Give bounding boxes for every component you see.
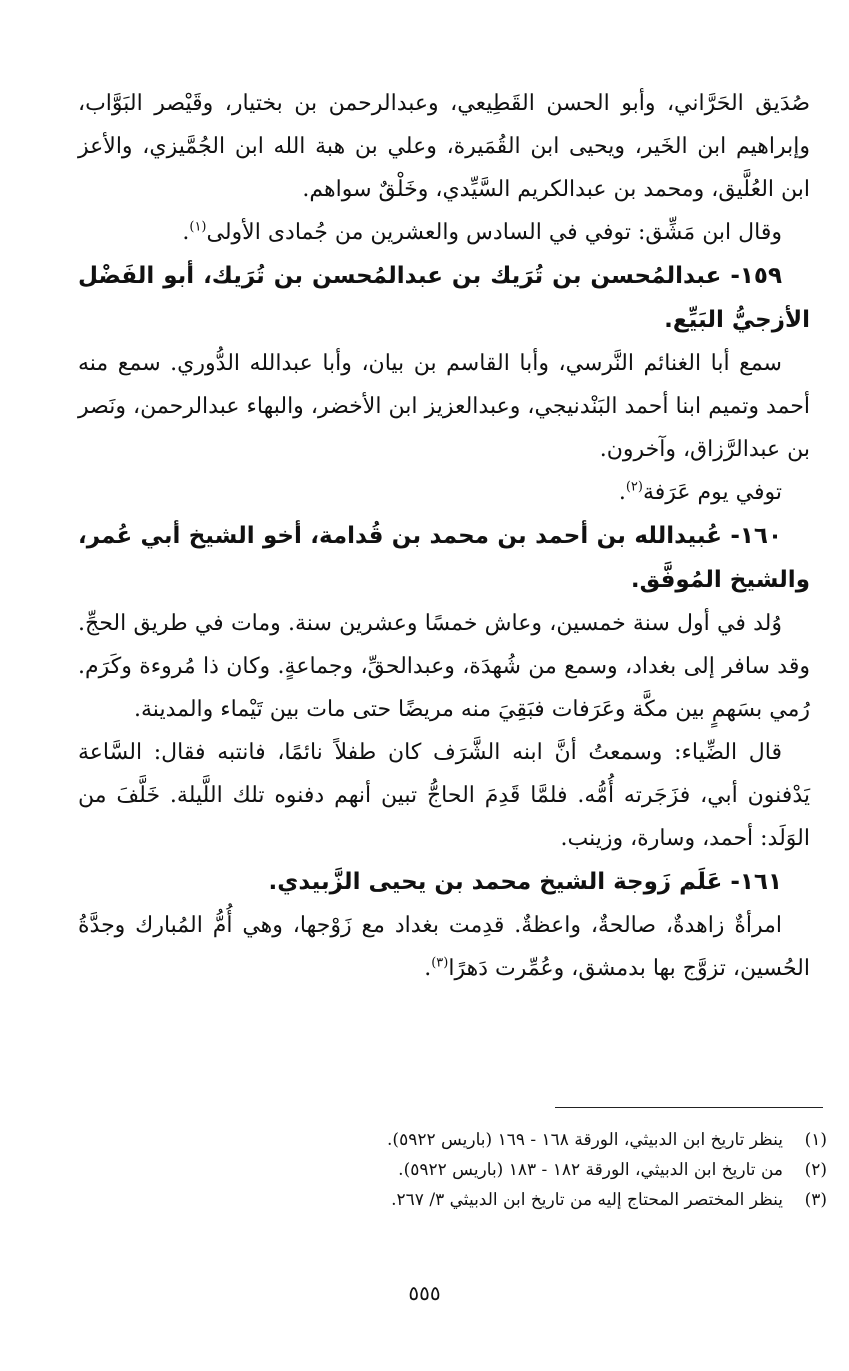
- paragraph-ibn-mashq-text: وقال ابن مَشِّق: توفي في السادس والعشرين من جُمادى الأولى: [206, 220, 782, 245]
- paragraph-161-bio-text: امرأةٌ زاهدةٌ، صالحةٌ، واعظةٌ. قدِمت بغداد مع زَوْجها، وهي أُمُّ المُبارك وجدَّةُ الحُسين، تزوَّج بها بدمشق، وعُمِّرت دَهرًا: [78, 913, 810, 981]
- page-number: ٥٥٥: [408, 1281, 441, 1305]
- footnote-ref-3[interactable]: (٣): [431, 955, 449, 971]
- footnote-1: [87, 1127, 827, 1153]
- footnote-3: [87, 1187, 827, 1213]
- footnote-2: [87, 1157, 827, 1183]
- paragraph-160-bio: وُلد في أول سنة خمسين، وعاش خمسًا وعشرين سنة. ومات في طريق الحجِّ. وقد سافر إلى بغداد، وسمع من شُهدَة، وعبدالحقِّ، وجماعةٍ. وكان ذا مُروءة وكَرَم. رُمي بسَهمٍ بين مكَّة وعَرَفات فبَقِيَ منه مريضًا حتى مات بين تَيْماء والمدينة.: [78, 611, 810, 722]
- paragraph-159-death: [78, 471, 810, 514]
- paragraph-160-dhiya: قال الضِّياء: وسمعتُ أنَّ ابنه الشَّرَف كان طفلاً نائمًا، فانتبه فقال: السَّاعة يَدْفنون أبي، فزَجَرته أُمُّه. فلمَّا قَدِمَ الحاجُّ تبين أنهم دفنوه تلك اللَّيلة. خَلَّفَ من الوَلَد: أحمد، وسارة، وزينب.: [78, 740, 810, 851]
- paragraph-161-bio: [78, 904, 810, 990]
- footnote-text: ينظر المختصر المحتاج إليه من تاريخ ابن الدبيثي ٣/ ٢٦٧.: [391, 1190, 783, 1210]
- page-body: [78, 82, 810, 990]
- period: .: [618, 480, 626, 505]
- paragraph-intro: صُدَيق الحَرَّاني، وأبو الحسن القَطِيعي، وعبدالرحمن بن بختيار، وقَيْصر البَوَّاب، وإبراهيم ابن الخَير، ويحيى ابن القُمَيرة، وعلي بن هبة الله ابن الجُمَّيزي، والأعز ابن العُلَّيق، ومحمد بن عبدالكريم السَّيِّدي، وخَلْقٌ سواهم.: [78, 91, 810, 202]
- footnote-number: (٢): [804, 1160, 827, 1180]
- entry-heading-160: ١٦٠- عُبيدالله بن أحمد بن محمد بن قُدامة، أخو الشيخ أبي عُمر، والشيخ المُوفَّق.: [78, 523, 810, 593]
- footnote-number: (١): [804, 1130, 827, 1150]
- footnote-separator: [555, 1107, 823, 1108]
- footnotes: [87, 1127, 827, 1217]
- footnote-ref-2[interactable]: (٢): [625, 479, 643, 495]
- period: .: [182, 220, 190, 245]
- footnote-number: (٣): [804, 1190, 827, 1210]
- entry-heading-159: ١٥٩- عبدالمُحسن بن تُرَيك بن عبدالمُحسن بن تُرَيك، أبو الفَضْل الأزجيُّ البَيِّع.: [78, 263, 810, 333]
- paragraph-159-teachers: سمع أبا الغنائم النَّرسي، وأبا القاسم بن بيان، وأبا عبدالله الدُّوري. سمع منه أحمد وتميم ابنا أحمد البَنْدنيجي، وعبدالعزيز ابن الأخضر، والبهاء عبدالرحمن، ونَصر بن عبدالرَّزاق، وآخرون.: [78, 351, 810, 462]
- footnote-text: ينظر تاريخ ابن الدبيثي، الورقة ١٦٨ - ١٦٩ (باريس ٥٩٢٢).: [387, 1130, 783, 1150]
- period: .: [424, 956, 432, 981]
- footnote-ref-1[interactable]: (١): [189, 219, 207, 235]
- paragraph-159-death-text: توفي يوم عَرَفة: [642, 480, 782, 505]
- paragraph-ibn-mashq: [78, 211, 810, 254]
- footnote-text: من تاريخ ابن الدبيثي، الورقة ١٨٢ - ١٨٣ (باريس ٥٩٢٢).: [398, 1160, 783, 1180]
- entry-heading-161: ١٦١- عَلَم زَوجة الشيخ محمد بن يحيى الزَّبيدي.: [268, 869, 782, 895]
